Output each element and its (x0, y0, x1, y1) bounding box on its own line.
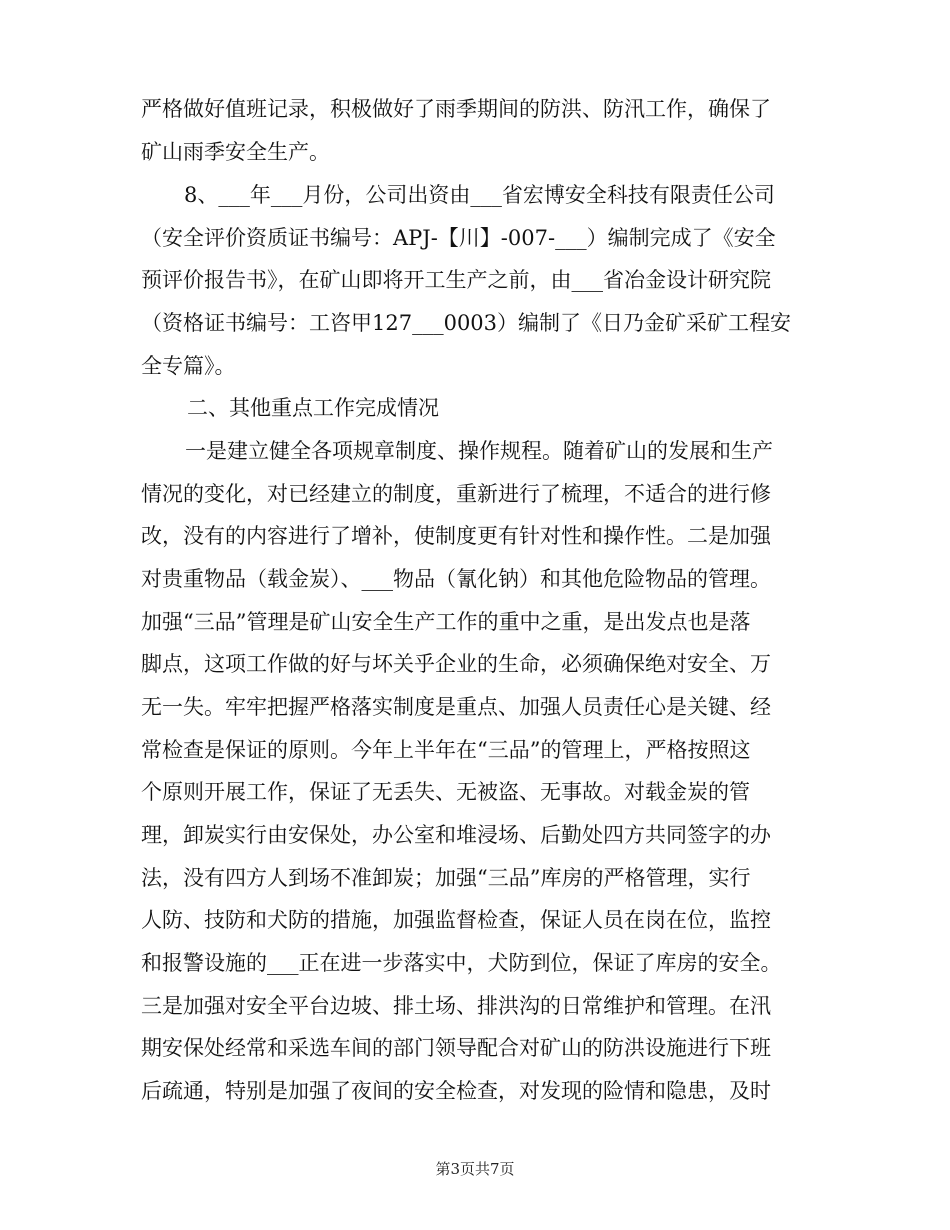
body-text-line: 法，没有四方人到场不准卸炭；加强“三品”库房的严格管理，实行 (141, 866, 751, 890)
body-text-line: 常检查是保证的原则。今年上半年在“三品”的管理上，严格按照这 (141, 738, 751, 762)
body-text-line: （资格证书编号：工咨甲127___0003）编制了《日乃金矿采矿工程安 (141, 311, 792, 335)
body-text-line: 矿山雨季安全生产。 (141, 140, 330, 164)
body-text-line: 严格做好值班记录，积极做好了雨季期间的防洪、防汛工作，确保了 (141, 97, 771, 121)
body-text-line: 加强“三品”管理是矿山安全生产工作的重中之重，是出发点也是落 (141, 610, 751, 634)
body-text-line: 对贵重物品（载金炭）、___物品（氰化钠）和其他危险物品的管理。 (141, 567, 771, 591)
body-text-line: 后疏通，特别是加强了夜间的安全检查，对发现的险情和隐患，及时 (141, 1079, 771, 1103)
body-text-line: 人防、技防和犬防的措施，加强监督检查，保证人员在岗在位，监控 (141, 908, 771, 932)
body-text-line: 脚点，这项工作做的好与坏关乎企业的生命，必须确保绝对安全、万 (141, 652, 771, 676)
paragraph-first-line: 一是建立健全各项规章制度、操作规程。随着矿山的发展和生产 (185, 439, 773, 463)
body-text-line: 预评价报告书》，在矿山即将开工生产之前，由___省冶金设计研究院 (141, 268, 771, 292)
paragraph-8-line: 8、___年___月份，公司出资由___省宏博安全科技有限责任公司 (184, 183, 775, 207)
body-text-line: 个原则开展工作，保证了无丢失、无被盗、无事故。对载金炭的管 (141, 780, 750, 804)
body-text-line: （安全评价资质证书编号：APJ-【川】-007-___）编制完成了《安全 (141, 226, 776, 250)
body-text-line: 理，卸炭实行由安保处，办公室和堆浸场、后勤处四方共同签字的办 (141, 823, 771, 847)
page-footer: 第3页共7页 (435, 1160, 515, 1178)
section-heading: 二、其他重点工作完成情况 (187, 396, 439, 420)
body-text-line: 情况的变化，对已经建立的制度，重新进行了梳理，不适合的进行修 (141, 482, 771, 506)
body-text-line: 期安保处经常和采选车间的部门领导配合对矿山的防洪设施进行下班 (141, 1036, 771, 1060)
body-text-line: 三是加强对安全平台边坡、排土场、排洪沟的日常维护和管理。在汛 (141, 994, 771, 1018)
body-text-line: 改，没有的内容进行了增补，使制度更有针对性和操作性。二是加强 (141, 524, 771, 548)
body-text-line: 无一失。牢牢把握严格落实制度是重点、加强人员责任心是关键、经 (141, 695, 771, 719)
body-text-line: 和报警设施的___正在进一步落实中，犬防到位，保证了库房的安全。 (141, 951, 782, 975)
body-text-line: 全专篇》。 (141, 354, 236, 378)
